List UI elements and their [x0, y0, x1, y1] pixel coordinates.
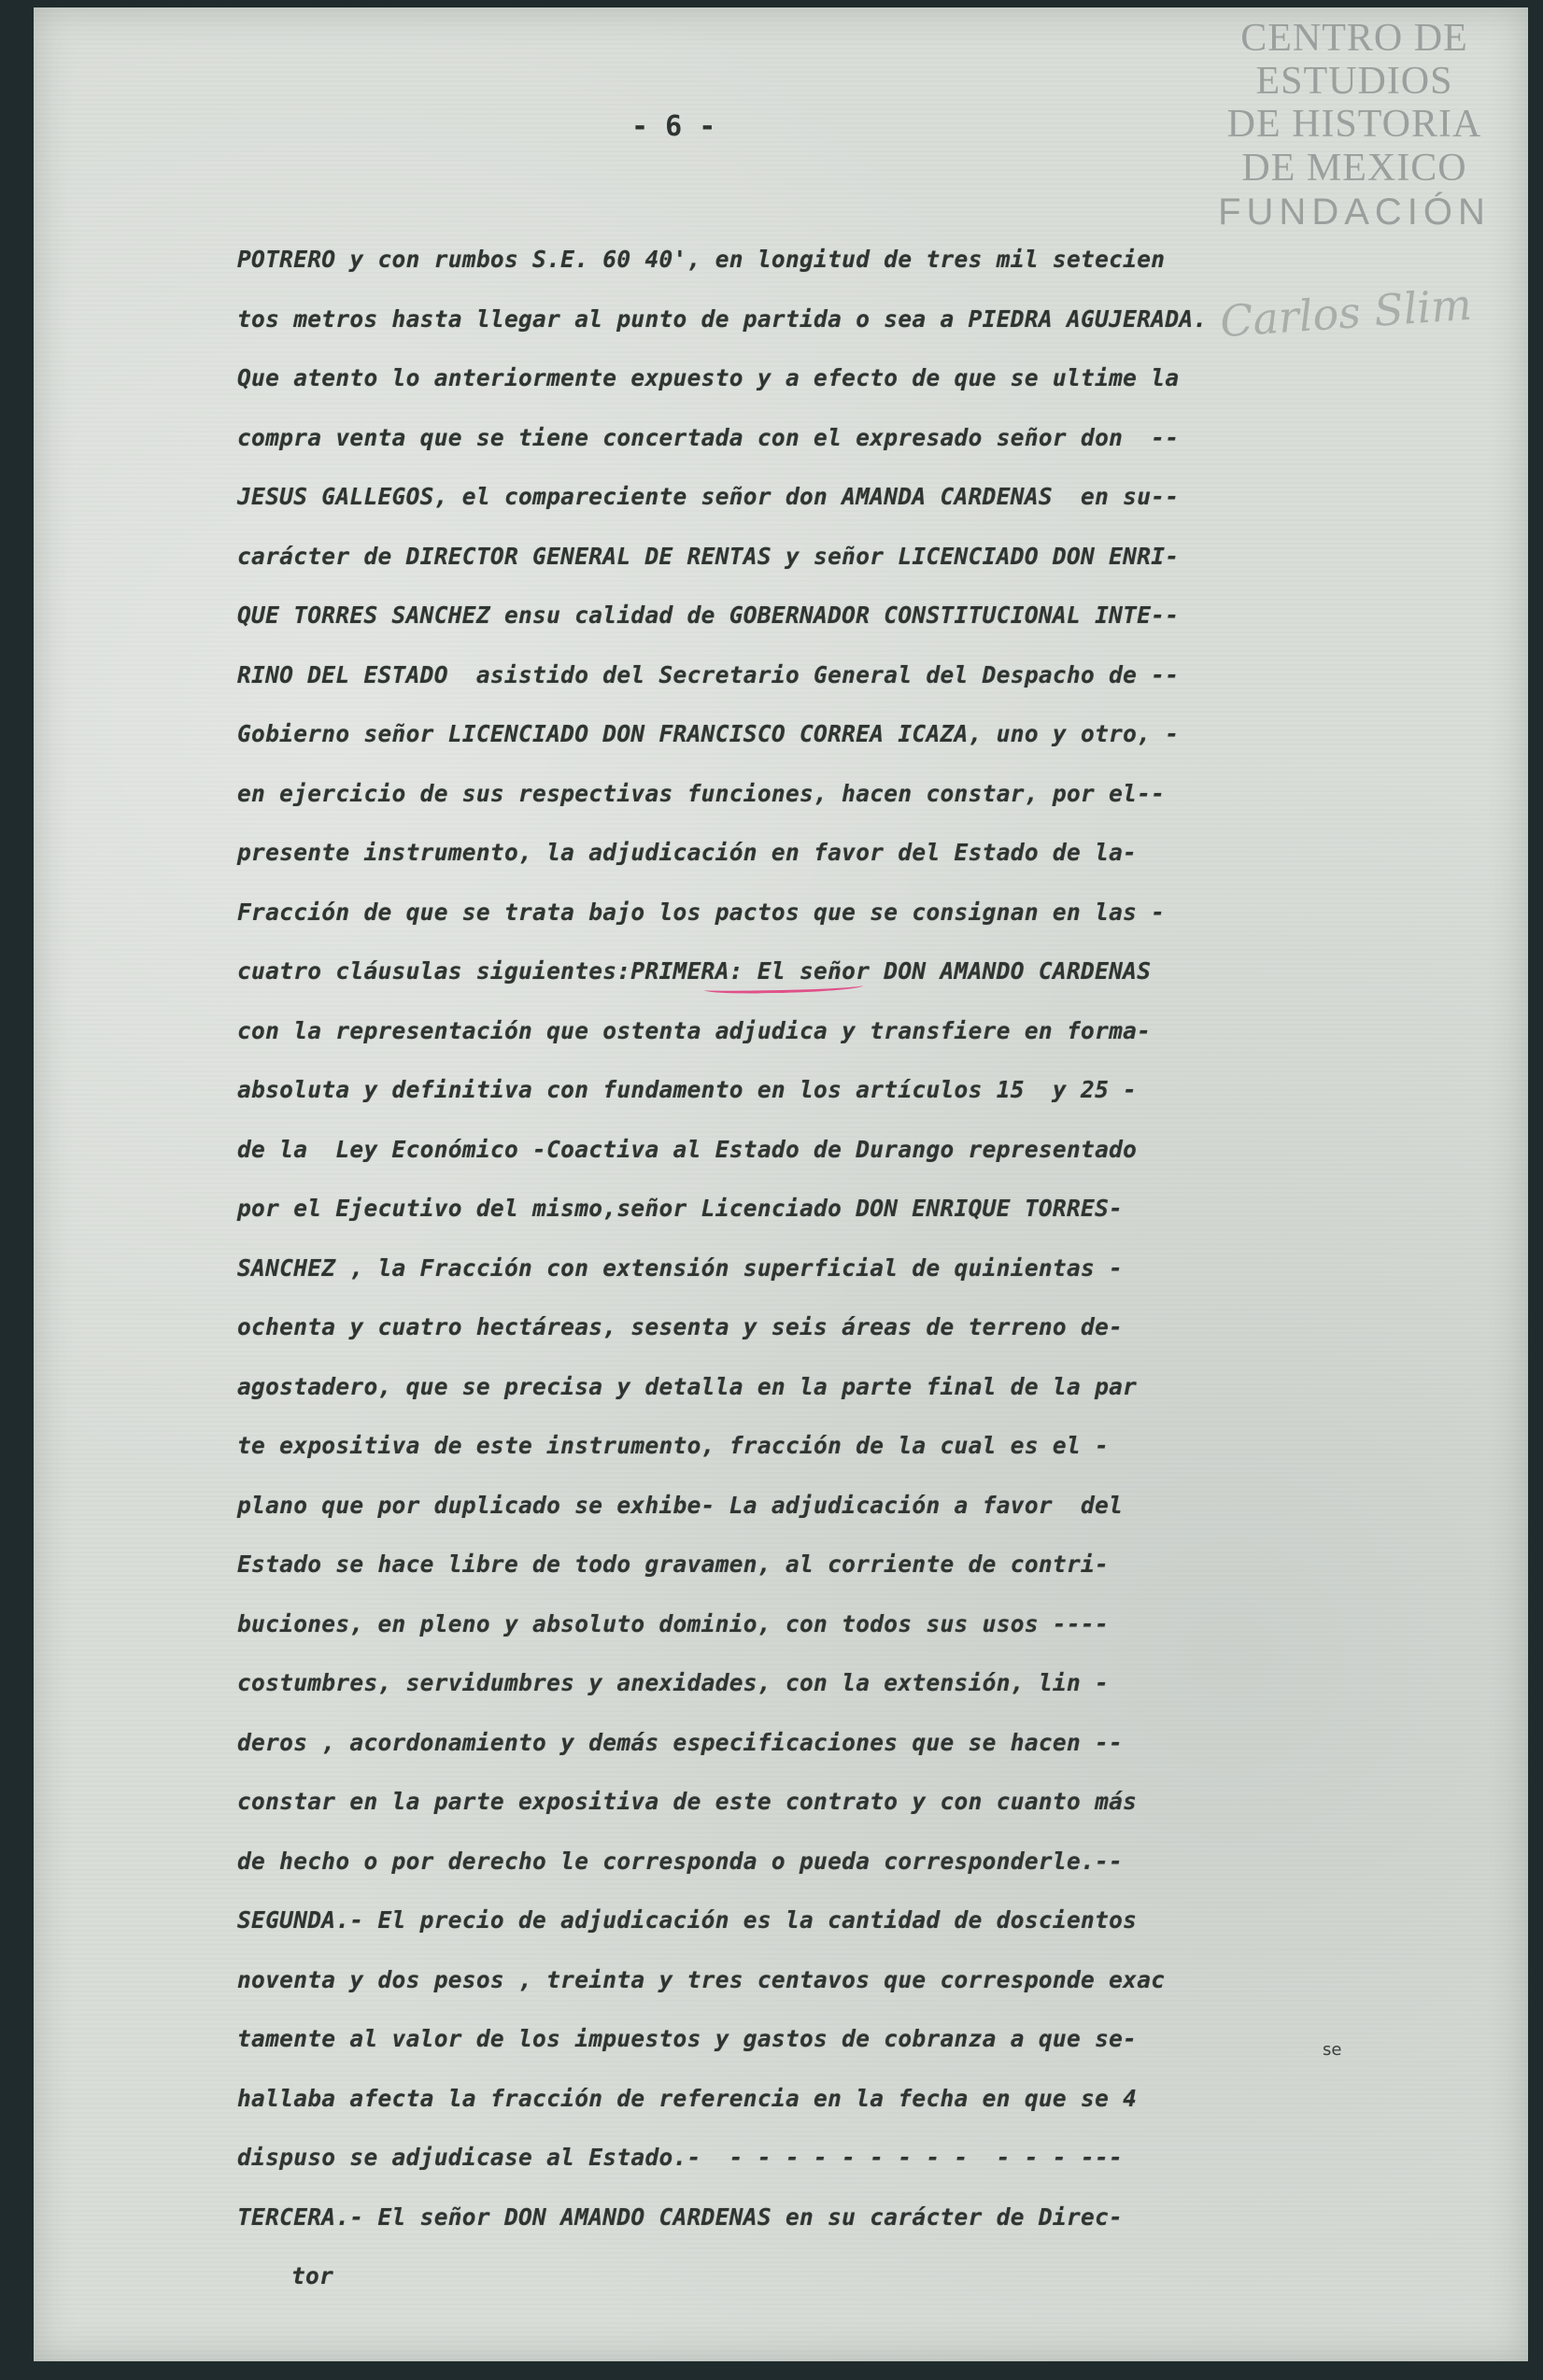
text-line: cuatro cláusulas siguientes:PRIMERA: El señor DON AMANDO CARDENAS	[237, 957, 1152, 985]
text-line: carácter de DIRECTOR GENERAL DE RENTAS y señor LICENCIADO DON ENRI-	[237, 542, 1180, 570]
text-line: te expositiva de este instrumento, fracción de la cual es el -	[237, 1432, 1110, 1459]
text-line: Que atento lo anteriormente expuesto y a efecto de que se ultime la	[237, 364, 1180, 391]
text-line: Gobierno señor LICENCIADO DON FRANCISCO CORREA ICAZA, uno y otro, -	[237, 720, 1180, 747]
text-line: tos metros hasta llegar al punto de partida o sea a PIEDRA AGUJERADA.	[237, 305, 1208, 333]
typed-body-text	[237, 230, 1451, 2306]
text-line: de la Ley Económico -Coactiva al Estado de Durango representado	[237, 1135, 1138, 1163]
text-line: TERCERA.- El señor DON AMANDO CARDENAS en su carácter de Direc-	[237, 2203, 1124, 2231]
text-line: absoluta y definitiva con fundamento en los artículos 15 y 25 -	[237, 1076, 1138, 1103]
text-line: deros , acordonamiento y demás especificaciones que se hacen --	[237, 1728, 1124, 1756]
text-line: costumbres, servidumbres y anexidades, con la extensión, lin -	[237, 1669, 1110, 1696]
text-line: SANCHEZ , la Fracción con extensión superficial de quinientas -	[237, 1254, 1124, 1282]
page-number: - 6 -	[631, 110, 716, 143]
text-line: plano que por duplicado se exhibe- La adjudicación a favor del	[237, 1491, 1124, 1519]
text-line: de hecho o por derecho le corresponda o pueda corresponderle.--	[237, 1847, 1124, 1875]
text-line: tor	[291, 2262, 334, 2289]
text-line: en ejercicio de sus respectivas funciones, hacen constar, por el--	[237, 779, 1166, 807]
archive-watermark	[1214, 17, 1494, 233]
text-line: presente instrumento, la adjudicación en favor del Estado de la-	[237, 839, 1138, 866]
text-line: por el Ejecutivo del mismo,señor Licenciado DON ENRIQUE TORRES-	[237, 1195, 1124, 1222]
watermark-line-1: CENTRO DE	[1240, 17, 1468, 60]
watermark-line-2: ESTUDIOS	[1255, 60, 1453, 104]
text-line: ochenta y cuatro hectáreas, sesenta y seis áreas de terreno de-	[237, 1313, 1124, 1340]
text-line: compra venta que se tiene concertada con el expresado señor don --	[237, 423, 1180, 451]
text-line: JESUS GALLEGOS, el compareciente señor don AMANDA CARDENAS en su--	[237, 483, 1180, 510]
watermark-line-4: DE MEXICO	[1241, 146, 1467, 190]
document-page	[34, 7, 1528, 2361]
text-line: constar en la parte expositiva de este contrato y con cuanto más	[237, 1788, 1138, 1815]
text-line: QUE TORRES SANCHEZ ensu calidad de GOBERNADOR CONSTITUCIONAL INTE--	[237, 602, 1180, 629]
handwritten-margin-mark: se	[1323, 2040, 1342, 2060]
watermark-line-3: DE HISTORIA	[1226, 103, 1482, 147]
text-line: con la representación que ostenta adjudica y transfiere en forma-	[237, 1016, 1152, 1044]
text-line: agostadero, que se precisa y detalla en la parte final de la par	[237, 1372, 1138, 1400]
text-line: Estado se hace libre de todo gravamen, al corriente de contri-	[237, 1551, 1110, 1578]
text-line: hallaba afecta la fracción de referencia en la fecha en que se 4	[237, 2084, 1138, 2112]
text-line: POTRERO y con rumbos S.E. 60 40', en longitud de tres mil setecien	[237, 246, 1166, 273]
watermark-foundation: FUNDACIÓN	[1218, 191, 1491, 233]
text-line: dispuso se adjudicase al Estado.- - - - - - - - - - - - - ---	[237, 2144, 1124, 2171]
text-line: buciones, en pleno y absoluto dominio, con todos sus usos ----	[237, 1609, 1110, 1637]
text-line: RINO DEL ESTADO asistido del Secretario General del Despacho de --	[237, 660, 1180, 688]
text-line: noventa y dos pesos , treinta y tres centavos que corresponde exac	[237, 1965, 1166, 1993]
text-line: Fracción de que se trata bajo los pactos que se consignan en las -	[237, 898, 1166, 926]
text-line: tamente al valor de los impuestos y gastos de cobranza a que se-	[237, 2025, 1138, 2052]
watermark-signature: Carlos Slim	[1218, 278, 1474, 347]
text-line: SEGUNDA.- El precio de adjudicación es la cantidad de doscientos	[237, 1906, 1138, 1934]
